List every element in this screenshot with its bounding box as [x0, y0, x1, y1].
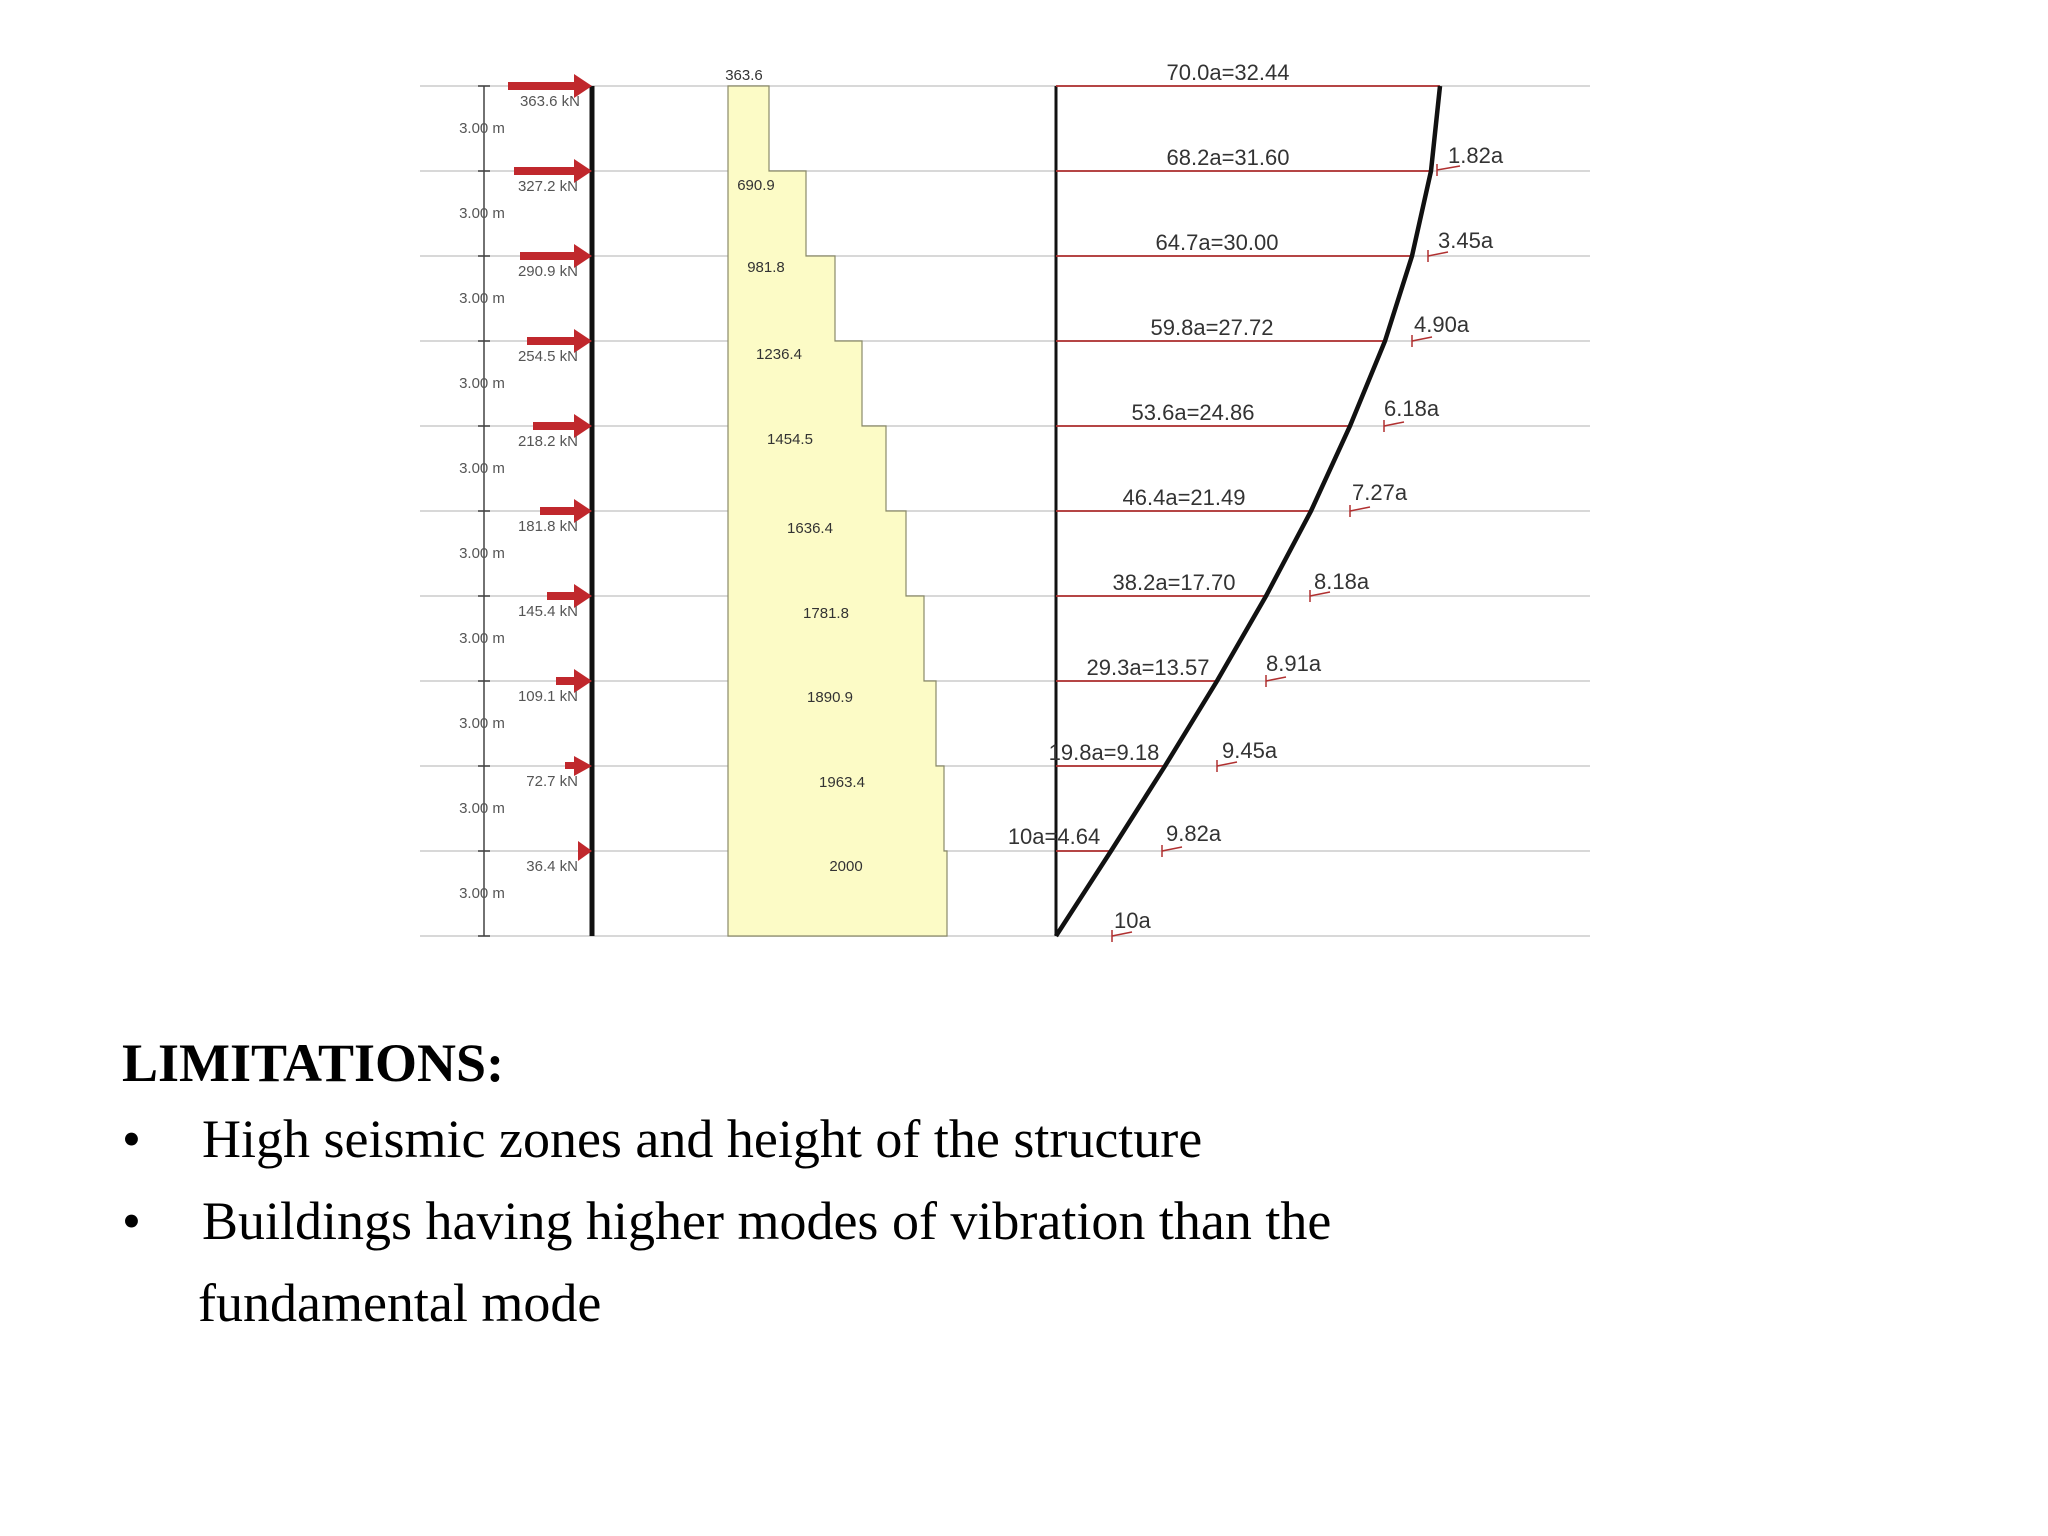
storey-height-label: 3.00 m — [459, 800, 505, 817]
shear-label: 981.8 — [747, 259, 785, 276]
increment-markers — [1112, 164, 1460, 942]
storey-height-label: 3.00 m — [459, 290, 505, 307]
limitation-item — [122, 1098, 1922, 1180]
force-arrow — [520, 252, 576, 260]
force-arrow — [533, 422, 576, 430]
limitations-section — [122, 1028, 1922, 1344]
force-label: 218.2 kN — [517, 433, 578, 450]
displacement-label: 19.8a=9.18 — [1048, 740, 1160, 765]
limitation-item — [122, 1180, 1922, 1344]
displacement-increment-labels — [1114, 143, 1504, 933]
displacement-lines — [1056, 86, 1440, 851]
force-arrow — [540, 507, 576, 515]
displacement-label: 68.2a=31.60 — [1166, 145, 1290, 170]
storey-height-label: 3.00 m — [459, 120, 505, 137]
force-label: 109.1 kN — [517, 688, 578, 705]
shear-label: 1890.9 — [807, 689, 853, 706]
force-label: 145.4 kN — [517, 603, 578, 620]
shear-label: 2000 — [829, 858, 863, 875]
storey-height-label: 3.00 m — [459, 460, 505, 477]
increment-label: 8.91a — [1266, 651, 1322, 676]
increment-label: 9.82a — [1166, 821, 1222, 846]
force-label: 181.8 kN — [517, 518, 578, 535]
force-label: 254.5 kN — [517, 348, 578, 365]
limitation-text-continued: fundamental mode — [198, 1273, 602, 1333]
displacement-total-labels — [1008, 60, 1290, 849]
force-arrow — [527, 337, 576, 345]
storey-height-label: 3.00 m — [459, 545, 505, 562]
force-label: 327.2 kN — [517, 178, 578, 195]
increment-label: 1.82a — [1448, 143, 1504, 168]
floor-grid-lines — [420, 86, 1590, 936]
shear-label: 690.9 — [737, 177, 775, 194]
force-label: 363.6 kN — [519, 93, 580, 110]
limitation-text: Buildings having higher modes of vibration than the — [202, 1191, 1332, 1251]
shear-label: 1454.5 — [767, 431, 813, 448]
shear-label: 1963.4 — [819, 774, 865, 791]
shear-label: 1636.4 — [787, 520, 833, 537]
limitation-text: High seismic zones and height of the structure — [202, 1109, 1203, 1169]
displacement-label: 29.3a=13.57 — [1086, 655, 1210, 680]
storey-height-label: 3.00 m — [459, 885, 505, 902]
displacement-label: 10a=4.64 — [1007, 824, 1101, 849]
increment-label: 8.18a — [1314, 569, 1370, 594]
increment-label: 4.90a — [1414, 312, 1470, 337]
force-arrow — [547, 592, 576, 600]
storey-height-label: 3.00 m — [459, 715, 505, 732]
displacement-label: 59.8a=27.72 — [1150, 315, 1274, 340]
force-label: 72.7 kN — [526, 773, 578, 790]
storey-height-label: 3.00 m — [459, 630, 505, 647]
force-arrow — [514, 167, 576, 175]
storey-height-label: 3.00 m — [459, 375, 505, 392]
bullet-symbol: • — [122, 1191, 141, 1251]
shear-label: 1236.4 — [756, 346, 802, 363]
force-arrow — [508, 82, 576, 90]
displacement-label: 38.2a=17.70 — [1112, 570, 1236, 595]
displacement-label: 70.0a=32.44 — [1166, 60, 1290, 85]
bullet-symbol: • — [122, 1109, 141, 1169]
storey-height-label: 3.00 m — [459, 205, 505, 222]
increment-label: 6.18a — [1384, 396, 1440, 421]
force-arrow — [556, 677, 576, 685]
increment-label: 10a — [1114, 908, 1151, 933]
shear-label: 1781.8 — [803, 605, 849, 622]
increment-label: 9.45a — [1222, 738, 1278, 763]
displacement-label: 53.6a=24.86 — [1131, 400, 1255, 425]
lateral-force-labels — [518, 93, 580, 875]
displacement-label: 46.4a=21.49 — [1122, 485, 1246, 510]
shear-label: 363.6 — [725, 67, 763, 84]
increment-label: 3.45a — [1438, 228, 1494, 253]
increment-label: 7.27a — [1352, 480, 1408, 505]
force-label: 290.9 kN — [517, 263, 578, 280]
force-label: 36.4 kN — [526, 858, 578, 875]
displacement-label: 64.7a=30.00 — [1155, 230, 1279, 255]
limitations-heading: LIMITATIONS: — [122, 1033, 505, 1093]
